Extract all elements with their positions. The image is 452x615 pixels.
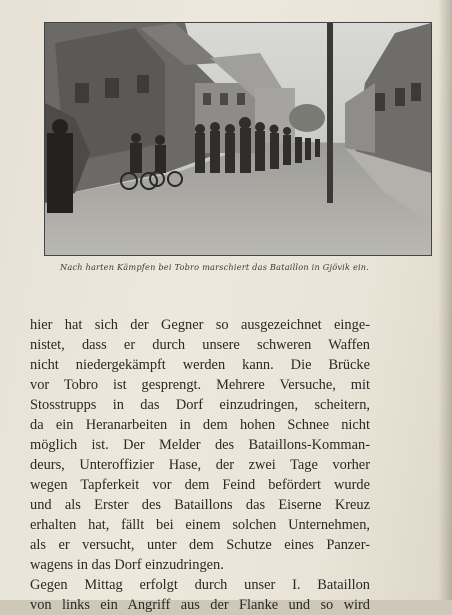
body-text <box>30 315 370 615</box>
text-line: als er versucht, unter dem Schutze eines Panzer- <box>30 537 370 553</box>
text-line: nistet, dass er durch unsere schweren Waffen <box>30 337 370 353</box>
text-line: hier hat sich der Gegner so ausgezeichnet einge- <box>30 317 370 333</box>
text-line: wegen Tapferkeit vor dem Feind befördert wurde <box>30 477 370 493</box>
page-edge-shadow <box>438 0 452 600</box>
text-line: und als Erster des Bataillons das Eiserne Kreuz <box>30 497 370 513</box>
text-line: von links ein Angriff aus der Flanke und so wird <box>30 597 370 613</box>
text-line: erhalten hat, fällt bei einem solchen Unternehmen, <box>30 517 370 533</box>
text-line: da ein Heranarbeiten in dem hohen Schnee nicht <box>30 417 370 433</box>
text-line: nicht niedergekämpft werden kann. Die Brücke <box>30 357 370 373</box>
text-line: möglich ist. Der Melder des Bataillons-Komman- <box>30 437 370 453</box>
text-line: Gegen Mittag erfolgt durch unser I. Bataillon <box>30 577 370 593</box>
text-line: deurs, Unteroffizier Hase, der zwei Tage vorher <box>30 457 370 473</box>
photo-illustration <box>45 23 431 255</box>
text-line: Stosstrupps in das Dorf einzudringen, scheitern, <box>30 397 370 413</box>
text-line: wagens in das Dorf einzudringen. <box>30 557 224 573</box>
photo-caption: Nach harten Kämpfen bei Tobro marschiert das Bataillon in Gjövik ein. <box>60 262 370 272</box>
text-line: vor Tobro ist gesprengt. Mehrere Versuche, mit <box>30 377 370 393</box>
street-march-photo <box>44 22 432 256</box>
